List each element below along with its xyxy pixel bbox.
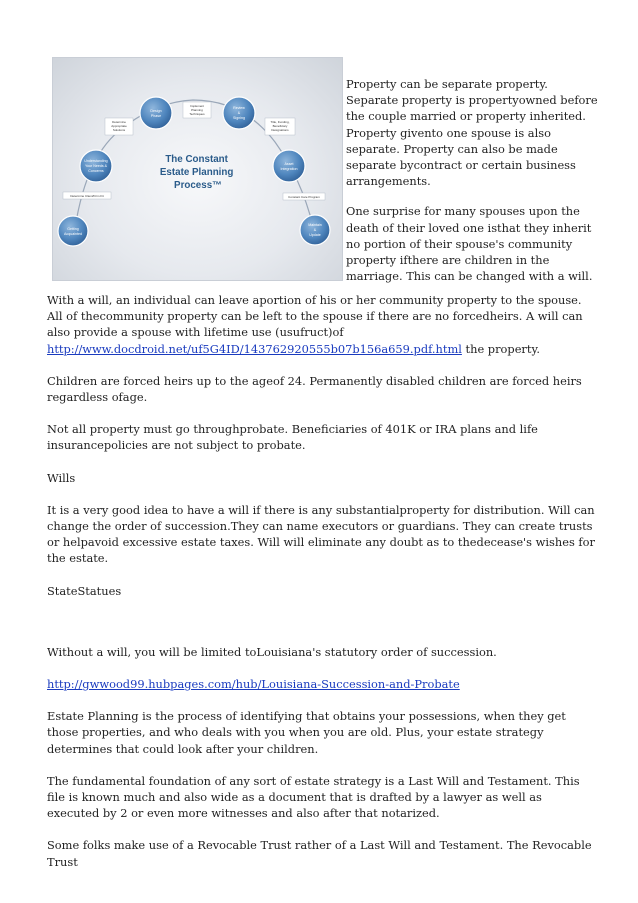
node-asset-integration: [273, 150, 305, 182]
step-label: Constant Care Program: [288, 195, 320, 199]
estate-planning-process-figure: [52, 57, 343, 281]
node-understanding-needs: [80, 150, 112, 182]
node-text: Getting: [67, 227, 79, 231]
figure-title-line: The Constant: [165, 154, 228, 165]
node-design-phase: [140, 97, 172, 129]
body-paragraph: The fundamental foundation of any sort of estate strategy is a Last Will and Testament. This file is known much and also wide as a document that is drafted by a lawyer as well as executed by 2 or even more witnesses and also after that notarized.: [47, 773, 580, 821]
node-text: Your Needs &: [84, 164, 108, 168]
node-maintain-update: [300, 215, 330, 245]
node-text: Understanding: [84, 159, 108, 163]
body-paragraph: It is a very good idea to have a will if there is any substantialproperty for distribution. Will can change the order of succession.They can name executors or guardians. They can create trusts or helpavoid excessive estate taxes. Will will eliminate any doubt as to thedecease's wishes for the estate.: [47, 502, 595, 566]
step-label: Solutions: [112, 128, 126, 132]
node-text: &: [313, 228, 317, 232]
side-column: [346, 76, 598, 298]
hubpages-link[interactable]: http://gwwood99.hubpages.com/hub/Louisiana-Succession-and-Probate: [47, 677, 460, 692]
node-text: &: [237, 111, 241, 115]
label-client-fit: [63, 192, 111, 199]
step-label: Beneficiary: [272, 124, 288, 128]
node-text: Acquainted: [64, 232, 82, 236]
body-paragraph: [47, 292, 595, 357]
step-label: Determine: [112, 120, 126, 124]
node-getting-acquainted: [58, 216, 88, 246]
svg-text:ImplementPlanningTechniques: [189, 104, 205, 116]
body-text: With a will, an individual can leave aportion of his or her community property to the spouse. All of thecommunity property can be left to the spouse if there are no forcedheirs. A will can also provide a spouse with lifetime use (usufruct)of: [47, 293, 583, 340]
body-text: the property.: [461, 341, 540, 356]
body-paragraph: [47, 676, 595, 692]
body-paragraph: Some folks make use of a Revocable Trust rather of a Last Will and Testament. The Revocable Trust: [47, 838, 592, 869]
node-review-signing: [223, 97, 255, 129]
step-label: Designations: [271, 128, 289, 132]
section-heading-wills: Wills: [47, 470, 76, 485]
step-label: Appropriate: [111, 124, 127, 128]
step-label: Implement: [189, 104, 205, 108]
section-heading-state-statues: StateStatues: [47, 583, 122, 598]
body-paragraph: Estate Planning is the process of identifying that obtains your possessions, when they get those properties, and who deals with you when you are old. Plus, your estate strategy determines that could look after your children.: [47, 709, 566, 756]
step-label: Determine Client/Firm Fit: [70, 194, 104, 198]
node-text: Signing: [233, 116, 245, 120]
node-text: Maintain: [308, 223, 322, 227]
step-label: Title, Funding,: [270, 120, 290, 124]
process-diagram: [53, 58, 342, 280]
step-label: Planning: [191, 108, 203, 112]
label-techniques: [183, 102, 211, 118]
docdroid-link[interactable]: http://www.docdroid.net/uf5G4ID/143762920555b07b156a659.pdf.html: [47, 341, 462, 356]
body-paragraph: Without a will, you will be limited toLouisiana's statutory order of succession.: [47, 644, 497, 659]
figure-title-line: Estate Planning: [159, 167, 234, 178]
node-text: Integration: [280, 167, 298, 171]
node-text: Concerns: [88, 169, 104, 173]
node-text: Design: [150, 109, 162, 113]
step-label: Techniques: [189, 112, 205, 116]
figure-title-line: Process™: [174, 180, 222, 191]
svg-text:DesignPhase: [150, 109, 161, 118]
main-body: [47, 292, 595, 886]
node-text: Asset: [284, 162, 294, 166]
body-paragraph: Children are forced heirs up to the ageof 24. Permanently disabled children are forced heirs regardless ofage.: [47, 373, 582, 405]
svg-text:Title, Funding,BeneficiaryDesi: [271, 120, 290, 132]
side-paragraph: One surprise for many spouses upon the death of their loved one isthat they inherit no portion of their spouse's community property ifthere are children in the marriage. This can be changed with a will.: [346, 204, 593, 284]
node-text: Update: [309, 233, 321, 237]
label-constant-care: [283, 193, 325, 200]
node-text: Review: [233, 106, 245, 110]
body-paragraph: Not all property must go throughprobate. Beneficiaries of 401K or IRA plans and life insurancepolicies are not subject to probate.: [47, 422, 538, 453]
node-text: Phase: [150, 114, 162, 118]
label-solutions: [105, 118, 133, 135]
svg-text:DetermineAppropriateSolutions: [111, 120, 127, 132]
figure-title: [160, 154, 236, 191]
side-paragraph: Property can be separate property. Separate property is propertyowned before the couple married or property inherited. Property givento one spouse is also separate. Property can also be made separate bycontract or certain business arrangements.: [346, 77, 598, 189]
label-title-funding: [265, 118, 295, 135]
